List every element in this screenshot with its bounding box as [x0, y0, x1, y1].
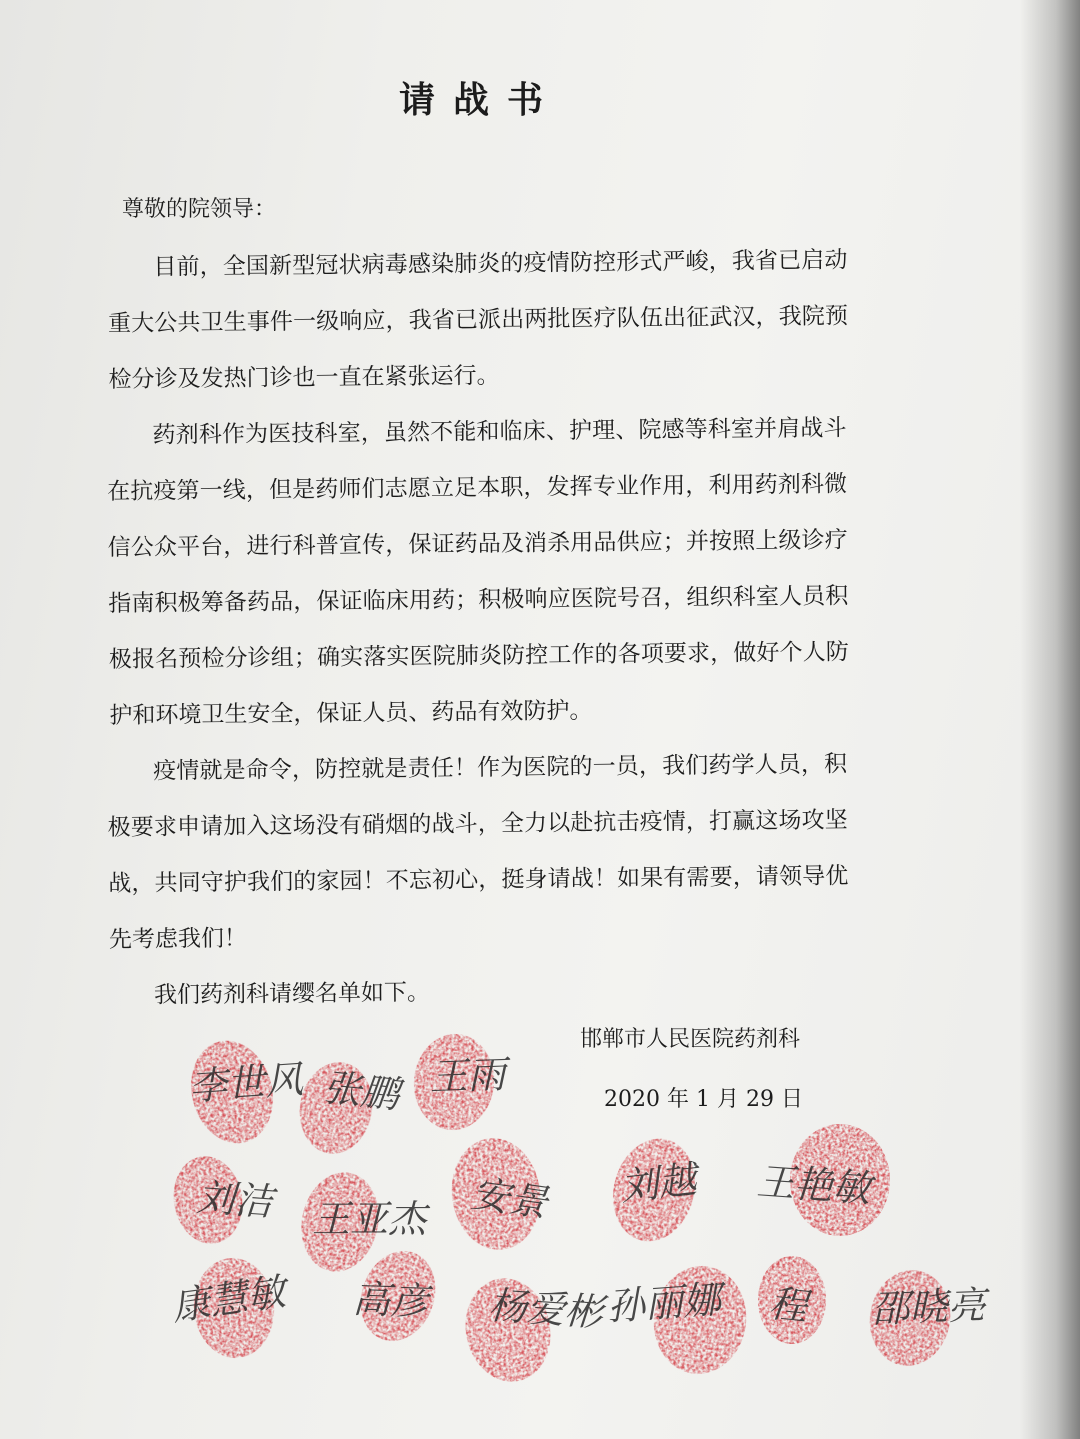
- handwritten-signature: 康慧敏: [169, 1269, 289, 1329]
- document-date: 2020 年 1 月 29 日: [604, 1087, 803, 1112]
- paragraph-situation: 目前，全国新型冠状病毒感染肺炎的疫情防控形式严峻，我省已启动重大公共卫生事件一级响应，我省已派出两批医疗队伍出征武汉，我院预检分诊及发热门诊也一直在紧张运行。: [107, 247, 849, 393]
- signature-group: [169, 1052, 991, 1335]
- paragraph-request: 疫情就是命令，防控就是责任！作为医院的一员，我们药学人员，积极要求申请加入这场没有硝烟的战斗，全力以赴抗击疫情，打赢这场攻坚战，共同守护我们的家园！不忘初心，挺身请战！如果有需要，请领导优先考虑我们！: [107, 751, 849, 953]
- handwritten-signature: 邵晓亮: [870, 1283, 987, 1331]
- paragraph-closing: 我们药剂科请缨名单如下。: [153, 979, 431, 1009]
- handwritten-signature: 孙丽娜: [605, 1277, 723, 1329]
- handwritten-signature: 刘越: [618, 1157, 699, 1209]
- paragraph-pharmacy-role: 药剂科作为医技科室，虽然不能和临床、护理、院感等科室并肩战斗在抗疫第一线，但是药师们志愿立足本职，发挥专业作用，利用药剂科微信公众平台，进行科普宣传，保证药品及消杀用品供应；并按照上级诊疗指南积极筹备药品，保证临床用药；积极响应医院号召，组织科室人员积极报名预检分诊组；确实落实医院肺炎防控工作的各项要求，做好个人防护和环境卫生安全，保证人员、药品有效防护。: [106, 415, 849, 729]
- handwritten-signature: 王雨: [428, 1052, 507, 1099]
- handwritten-signature: 程: [767, 1281, 810, 1329]
- handwritten-signature: 杨爱彬: [487, 1283, 605, 1335]
- handwritten-signature: 王艳敏: [755, 1159, 873, 1211]
- handwritten-signature: 张鹏: [321, 1065, 402, 1117]
- salutation: 尊敬的院领导：: [122, 197, 277, 222]
- handwritten-signature: 高彦: [351, 1277, 430, 1324]
- handwritten-signature: 安景: [468, 1171, 551, 1226]
- handwritten-signature: 刘洁: [195, 1175, 275, 1225]
- handwritten-signature: 王亚杰: [312, 1197, 427, 1241]
- document-title: 请战书: [398, 80, 561, 121]
- department-name: 邯郸市人民医院药剂科: [580, 1027, 801, 1052]
- handwritten-signature: 李世风: [187, 1057, 305, 1109]
